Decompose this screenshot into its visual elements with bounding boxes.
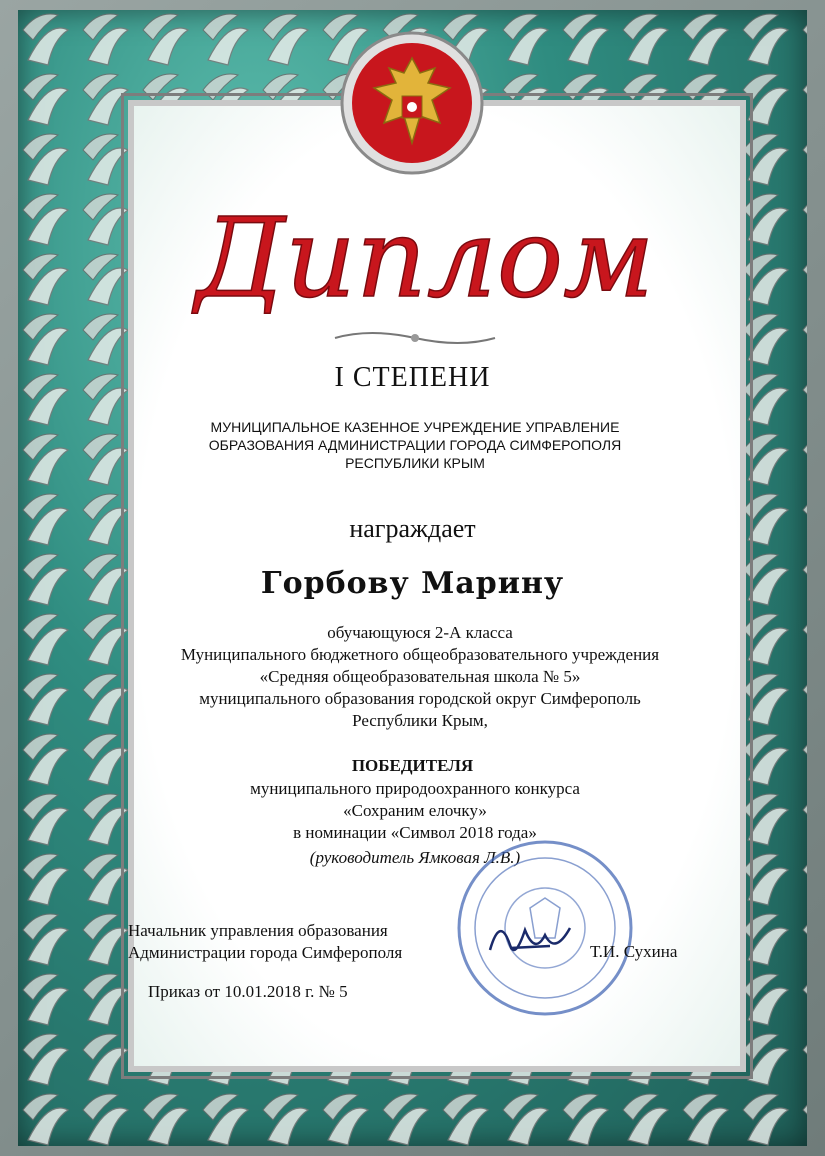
signatory-line: Начальник управления образования (128, 921, 388, 940)
student-info (110, 622, 730, 732)
student-line: Республики Крым, (352, 711, 488, 730)
recipient-name: Горбову Марину (260, 566, 565, 601)
contest-line: «Сохраним елочку» (343, 801, 487, 820)
org-line: РЕСПУБЛИКИ КРЫМ (345, 455, 485, 471)
title-text: Диплом (195, 194, 655, 322)
awards-text: награждает (349, 514, 476, 543)
contest-info (150, 778, 680, 844)
winner-label: ПОБЕДИТЕЛЯ (351, 756, 474, 775)
student-line: «Средняя общеобразовательная школа № 5» (259, 667, 581, 686)
signatory-line: Администрации города Симферополя (128, 943, 403, 962)
organization-name (150, 418, 680, 472)
coat-of-arms-icon (340, 28, 485, 178)
degree-label: I СТЕПЕНИ (334, 362, 491, 393)
org-line: МУНИЦИПАЛЬНОЕ КАЗЕННОЕ УЧРЕЖДЕНИЕ УПРАВЛЕНИЕ (210, 419, 620, 435)
student-line: муниципального образования городской округ Симферополь (199, 689, 641, 708)
diploma-title (175, 178, 675, 328)
contest-line: в номинации «Символ 2018 года» (293, 823, 537, 842)
signature-mark (480, 910, 590, 970)
signatory-name: Т.И. Сухина (590, 942, 678, 961)
student-line: обучающуюся 2-А класса (327, 623, 513, 642)
org-line: ОБРАЗОВАНИЯ АДМИНИСТРАЦИИ ГОРОДА СИМФЕРОПОЛЯ (208, 437, 622, 453)
contest-line: муниципального природоохранного конкурса (250, 779, 580, 798)
order-number: Приказ от 10.01.2018 г. № 5 (148, 982, 348, 1001)
ornament-icon (330, 328, 500, 348)
signatory-title (128, 920, 448, 964)
student-line: Муниципального бюджетного общеобразовательного учреждения (180, 645, 660, 664)
supervisor-text: (руководитель Ямковая Л.В.) (309, 848, 521, 867)
